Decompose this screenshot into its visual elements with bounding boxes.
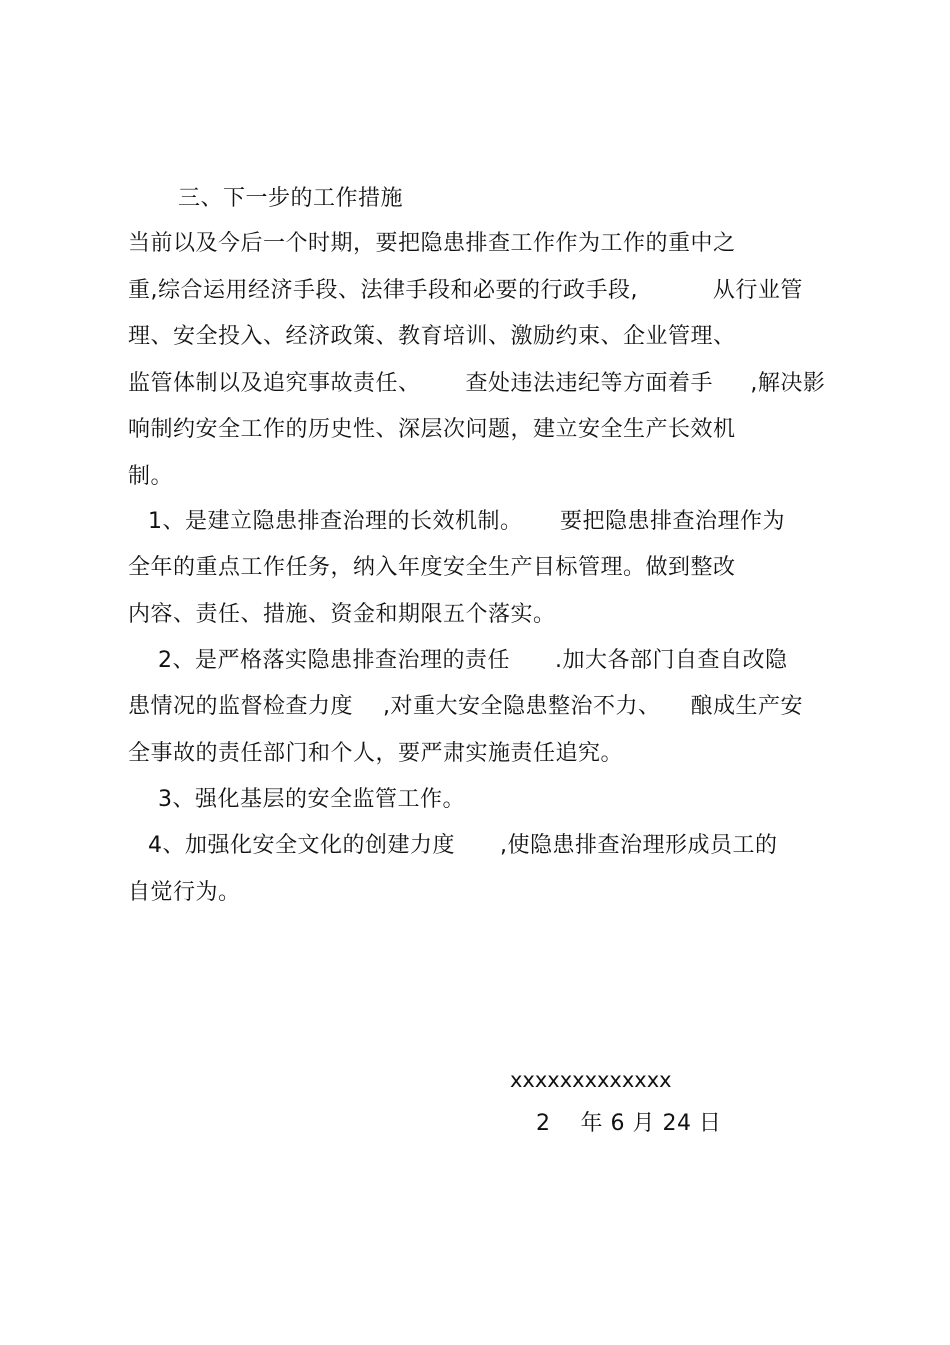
item3-line: 3、强化基层的安全监管工作。 [158, 787, 465, 812]
intro-line-4: 监管体制以及追究事故责任、 查处违法违纪等方面着手 ,解决影 [128, 371, 826, 396]
intro-line-6: 制。 [128, 464, 174, 489]
item2-line-1: 2、是严格落实隐患排查治理的责任 .加大各部门自查自改隐 [158, 648, 788, 673]
item1-line-3: 内容、责任、措施、资金和期限五个落实。 [128, 602, 556, 627]
item2-line-2: 患情况的监督检查力度 ,对重大安全隐患整治不力、 酿成生产安 [128, 694, 803, 719]
section-heading: 三、下一步的工作措施 [178, 186, 404, 211]
date-line: 2 年 6 月 24 日 [536, 1111, 722, 1136]
item4-line-2: 自觉行为。 [128, 880, 241, 905]
item4-line-1: 4、加强化安全文化的创建力度 ,使隐患排查治理形成员工的 [148, 833, 778, 858]
item1-line-2: 全年的重点工作任务，纳入年度安全生产目标管理。做到整改 [128, 555, 736, 580]
intro-line-2: 重,综合运用经济手段、法律手段和必要的行政手段, 从行业管 [128, 278, 803, 303]
item2-line-3: 全事故的责任部门和个人，要严肃实施责任追究。 [128, 741, 624, 766]
intro-line-3: 理、安全投入、经济政策、教育培训、激励约束、企业管理、 [128, 324, 736, 349]
intro-line-5: 响制约安全工作的历史性、深层次问题，建立安全生产长效机 [128, 417, 736, 442]
signature: xxxxxxxxxxxxx [510, 1068, 672, 1092]
item1-line-1: 1、是建立隐患排查治理的长效机制。 要把隐患排查治理作为 [148, 509, 785, 534]
intro-line-1: 当前以及今后一个时期，要把隐患排查工作作为工作的重中之 [128, 231, 736, 256]
